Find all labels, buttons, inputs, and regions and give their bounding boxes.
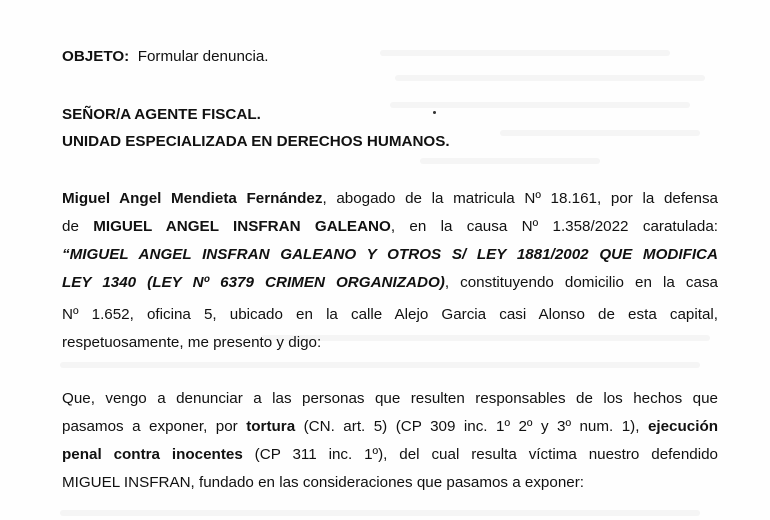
- case-title-line2: LEY 1340 (LEY Nº 6379 CRIMEN ORGANIZADO): [62, 274, 445, 291]
- paragraph1-line2: de MIGUEL ANGEL INSFRAN GALEANO, en la causa Nº 1.358/2022 caratulada:: [62, 218, 718, 235]
- bleed-through-line: [500, 130, 700, 136]
- paragraph1-line5: Nº 1.652, oficina 5, ubicado en la calle Alejo Garcia casi Alonso de esta capital,: [62, 306, 718, 323]
- paragraph2-line2: pasamos a exponer, por tortura (CN. art. 5) (CP 309 inc. 1º 2º y 3º num. 1), ejecución: [62, 418, 718, 435]
- paragraph1-line6: respetuosamente, me presento y digo:: [62, 334, 322, 351]
- objeto-line: [62, 47, 269, 67]
- paragraph2-line3: penal contra inocentes (CP 311 inc. 1º), del cual resulta víctima nuestro defendido: [62, 446, 718, 463]
- paragraph2-line1: Que, vengo a denunciar a las personas que resulten responsables de los hechos que: [62, 390, 718, 407]
- paragraph1-line1: Miguel Angel Mendieta Fernández, abogado de la matricula Nº 18.161, por la defensa: [62, 190, 718, 207]
- bleed-through-line: [420, 158, 600, 164]
- case-title-line1: “MIGUEL ANGEL INSFRAN GALEANO Y OTROS S/ LEY 1881/2002 QUE MODIFICA: [62, 246, 718, 263]
- charge-ejecucion: ejecución: [647, 418, 718, 435]
- objeto-label: OBJETO:: [62, 48, 130, 65]
- bleed-through-line: [380, 50, 670, 56]
- addressee-title: SEÑOR/A AGENTE FISCAL.: [62, 106, 261, 123]
- bleed-through-line: [60, 510, 700, 516]
- charge-ejecucion-cont: penal contra inocentes: [62, 446, 243, 463]
- lawyer-name: Miguel Angel Mendieta Fernández: [62, 190, 323, 207]
- bleed-through-line: [395, 75, 705, 81]
- paragraph2-line4: MIGUEL INSFRAN, fundado en las consideraciones que pasamos a exponer:: [62, 474, 584, 491]
- paragraph1-line4: LEY 1340 (LEY Nº 6379 CRIMEN ORGANIZADO), constituyendo domicilio en la casa: [62, 274, 718, 291]
- speck: [433, 111, 436, 114]
- charge-tortura: tortura: [246, 418, 296, 435]
- addressee-unit: UNIDAD ESPECIALIZADA EN DERECHOS HUMANOS.: [62, 133, 450, 150]
- bleed-through-line: [390, 102, 690, 108]
- defendant-name: MIGUEL ANGEL INSFRAN GALEANO: [93, 218, 391, 235]
- objeto-value: Formular denuncia.: [137, 48, 269, 65]
- bleed-through-line: [60, 362, 700, 368]
